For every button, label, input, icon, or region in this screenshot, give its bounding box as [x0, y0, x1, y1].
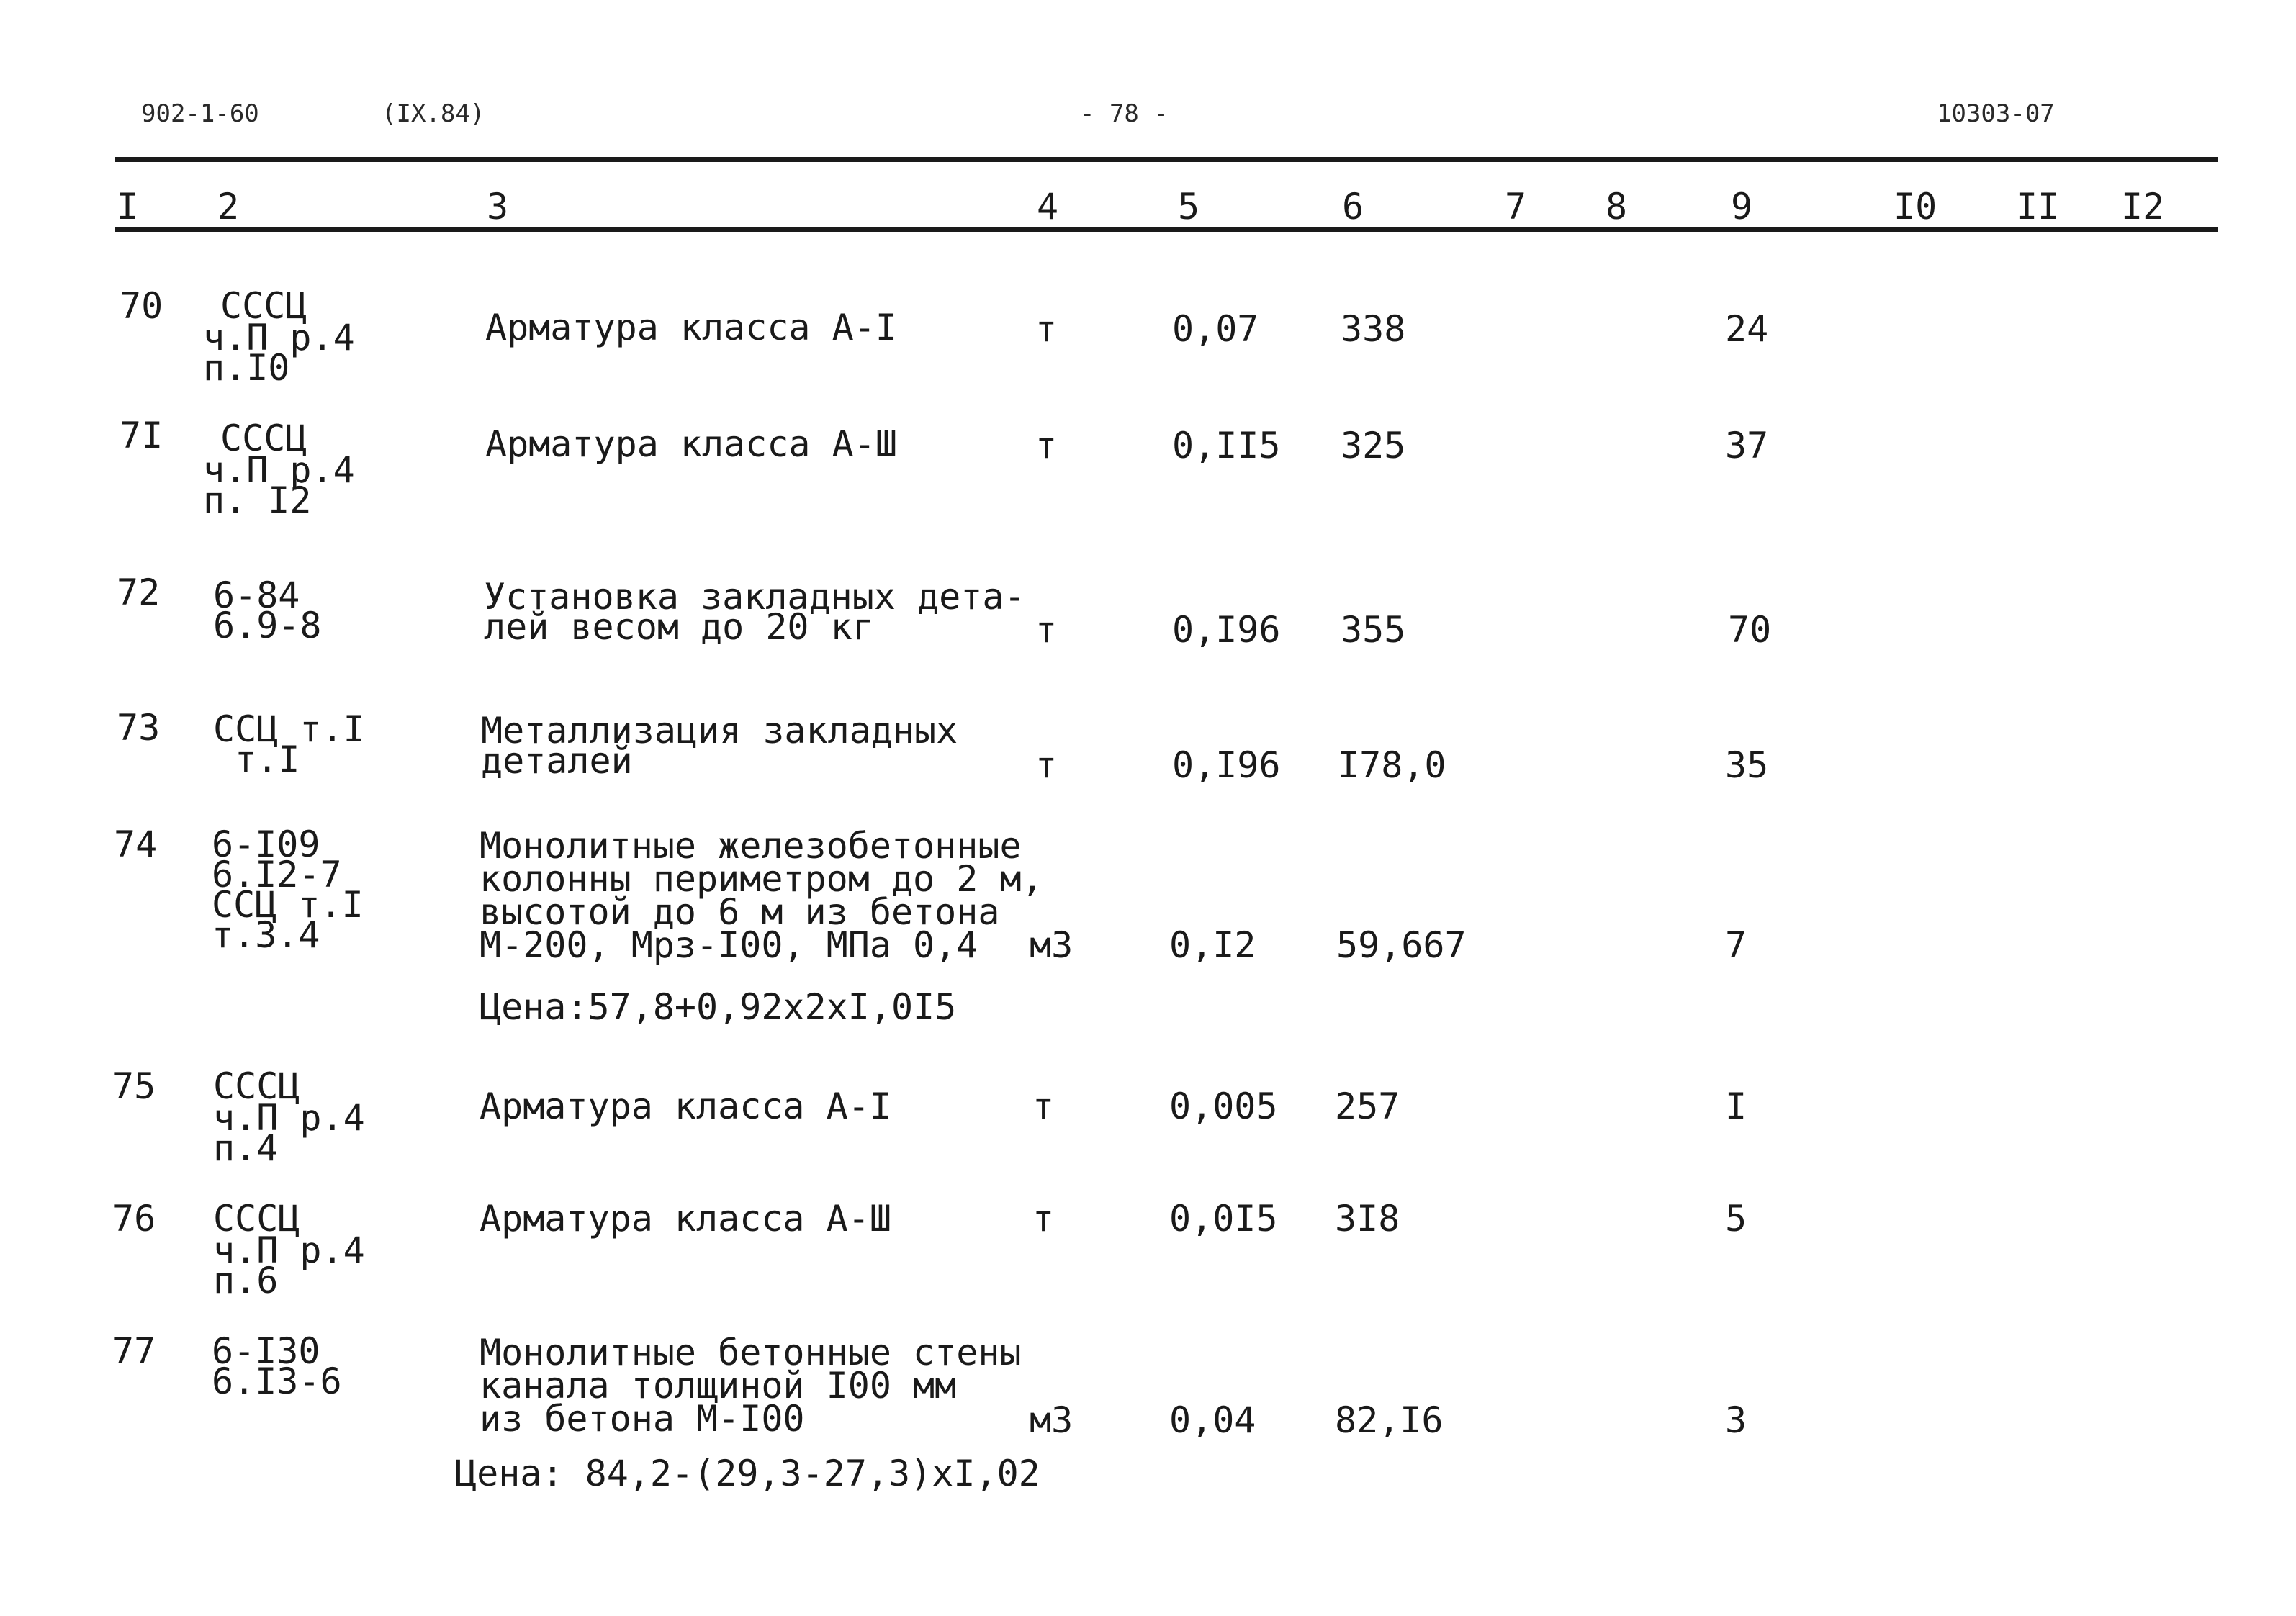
unit-price: 59,667 [1336, 924, 1467, 966]
col-header-3: 3 [487, 186, 509, 227]
price-formula: Цена: 84,2-(29,3-27,3)хI,02 [455, 1453, 1040, 1494]
total-cost: 3 [1725, 1399, 1747, 1441]
rate-reference: СССЦ ч.П р.4 п.I0 [203, 285, 355, 389]
quantity: 0,07 [1172, 308, 1259, 350]
quantity: 0,II5 [1172, 425, 1281, 466]
col-header-5: 5 [1178, 186, 1200, 227]
quantity: 0,04 [1169, 1399, 1256, 1441]
archive-stamp: 10303-07 [1937, 99, 2055, 128]
unit: т [1035, 425, 1058, 466]
quantity: 0,I96 [1172, 744, 1281, 786]
col-header-8: 8 [1606, 186, 1628, 227]
col-header-12: I2 [2121, 186, 2165, 227]
row-number: 75 [112, 1065, 156, 1107]
row-number: 73 [117, 707, 161, 749]
row-number: 70 [120, 285, 163, 327]
quantity: 0,I96 [1172, 609, 1281, 651]
quantity: 0,0I5 [1169, 1198, 1278, 1240]
rate-reference: СССЦ ч.П р.4 п. I2 [203, 417, 355, 521]
rate-reference: 6-I30 6.I3-6 [212, 1330, 342, 1402]
total-cost: 7 [1725, 924, 1747, 966]
doc-code: 902-1-60 [141, 99, 259, 128]
unit-price: 257 [1335, 1085, 1400, 1127]
total-cost: 24 [1725, 308, 1769, 350]
total-cost: 37 [1725, 425, 1769, 466]
work-description: Арматура класса А-I [480, 1085, 891, 1127]
unit: м3 [1030, 1399, 1073, 1441]
col-header-6: 6 [1342, 186, 1364, 227]
total-cost: 70 [1728, 609, 1772, 651]
header-bottom-rule [115, 227, 2218, 232]
work-description: Арматура класса А-Ш [480, 1198, 891, 1240]
unit: т [1035, 744, 1058, 786]
total-cost: 35 [1725, 744, 1769, 786]
rate-reference: СССЦ ч.П р.4 п.6 [213, 1198, 365, 1301]
row-number: 74 [114, 823, 158, 865]
work-description: Арматура класса А-Ш [485, 423, 897, 465]
col-header-7: 7 [1505, 186, 1527, 227]
page-number: - 78 - [1080, 99, 1169, 128]
col-header-11: II [2016, 186, 2060, 227]
unit-price: 82,I6 [1335, 1399, 1444, 1441]
work-description: Установка закладных дета- лей весом до 20 кг [484, 576, 1026, 648]
row-number: 77 [112, 1330, 156, 1372]
work-description: Арматура класса А-I [485, 307, 897, 348]
col-header-4: 4 [1037, 186, 1059, 227]
row-number: 72 [117, 572, 161, 613]
header-top-rule [115, 157, 2218, 162]
col-header-10: I0 [1894, 186, 1937, 227]
rate-reference: 6-I09 6.I2-7 ССЦ т.I т.3.4 [212, 823, 364, 956]
work-description: Монолитные бетонные стены канала толщиной I00 мм из бетона М-I00 [480, 1332, 1022, 1440]
total-cost: I [1725, 1085, 1747, 1127]
price-formula: Цена:57,8+0,92х2хI,0I5 [480, 986, 957, 1028]
unit: м3 [1030, 924, 1073, 966]
unit-price: 355 [1341, 609, 1406, 651]
rate-reference: 6-84 6.9-8 [213, 574, 322, 646]
unit: т [1035, 308, 1058, 350]
doc-date: (IX.84) [382, 99, 485, 128]
unit: т [1032, 1198, 1055, 1240]
unit-price: 325 [1341, 425, 1406, 466]
col-header-2: 2 [217, 186, 240, 227]
row-number: 7I [120, 415, 163, 456]
quantity: 0,I2 [1169, 924, 1256, 966]
unit: т [1032, 1085, 1055, 1127]
unit-price: 3I8 [1335, 1198, 1400, 1240]
rate-reference: СССЦ ч.П р.4 п.4 [213, 1065, 365, 1169]
work-description: Монолитные железобетонные колонны периметром до 2 м, высотой до 6 м из бетона М-200, Мрз-I00, МПа 0,4 [480, 825, 1043, 966]
total-cost: 5 [1725, 1198, 1747, 1240]
rate-reference: ССЦ т.I т.I [213, 708, 365, 780]
col-header-1: I [117, 186, 139, 227]
col-header-9: 9 [1731, 186, 1753, 227]
quantity: 0,005 [1169, 1085, 1278, 1127]
work-description: Металлизация закладных деталей [481, 710, 958, 782]
row-number: 76 [112, 1198, 156, 1240]
unit: т [1035, 609, 1058, 651]
unit-price: 338 [1341, 308, 1406, 350]
unit-price: I78,0 [1338, 744, 1446, 786]
